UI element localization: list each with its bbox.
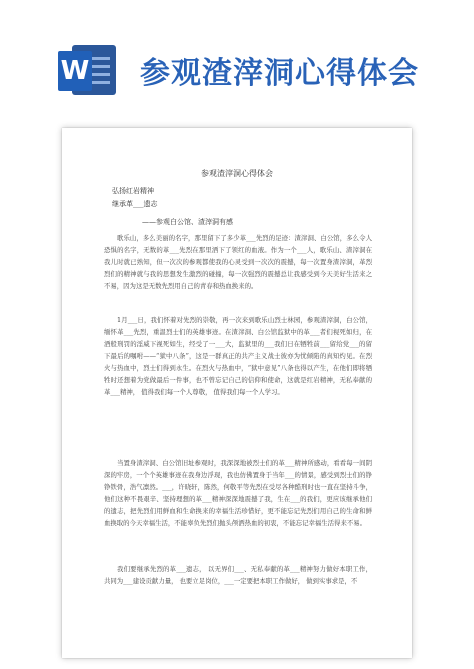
banner-title: 参观渣滓洞心得体会 bbox=[140, 56, 419, 91]
document-title: 参观渣滓洞心得体会 bbox=[201, 169, 273, 178]
paragraph-3: 当置身渣滓洞、白公馆旧址参观时，我深深地被烈士们的革___精神所感动，看看每一间阴深的牢房，一个个英雄事迹在我身边浮现，我也仿佛置身于当年___的情景，感受到烈士们的铮铮铁骨，浩气凛然。___，许晓轩，陈然，何敬平等先烈在受尽各种酷刑时也一直在坚持斗争，他们这种不畏艰辛、坚持理想的革___精神深深地震撼了我，生在___的我们，更应该继承他们的遗志，把先烈们用鲜血和生命换来的幸福生活珍惜好，更不能忘记先烈们用自己的生命和鲜血换取的今天幸福生活，不能辜负先烈们抛头颅洒热血的初衷，不能忘记幸福生活得来不易。 bbox=[104, 459, 372, 527]
word-document-icon bbox=[58, 43, 118, 97]
header-line-2: 继承革___遗志 bbox=[112, 200, 158, 208]
paragraph-2: 1月___日，我们怀着对先烈的崇敬，再一次来到歌乐山烈士林园，参观渣滓洞，白公馆，缅怀革___先烈，重温烈士们的英雄事迹。在渣滓洞、白公馆监狱中的革___者们视死如归，在酒般刑罚的淫威下视死如生，经受了一___大，监狱里的___我们日在牺牲前___留给党___的留下最后的嘱咐——“狱中八条”，这是一群真正的共产主义战士彼亦为忧倾陷的真知灼见。在烈火与热血中，烈士们得到永生。在烈火与热血中，“狱中意见”八条也得以产生，在他们即将牺牲时还想着为党做最后一件事，也不曾忘记自己的信仰和使命，这就是红岩精神，无私奉献的革___精神， 值得我们每一个人尊敬， 值得我们每一个人学习。 bbox=[104, 316, 372, 396]
document-page bbox=[62, 128, 412, 658]
word-icon-letter: W bbox=[58, 51, 92, 91]
paragraph-4: 我们要继承先烈的革___遗志， 以无界们___、无私奉献的革___精神努力做好本职工作， 共同为___建设贡献力量， 也要立足岗位，___一定要把本职工作做好， 做到实事求是，不 bbox=[104, 565, 372, 585]
paragraph-1: 歌乐山，多么美丽的名字，那里留下了多少革___先烈的足迹：渣滓洞、白公馆，多么令人恐惧的名字，无数的革___先烈在那里洒下了领红的血液。作为一个___人，歌乐山、渣滓洞在我儿时就已熟知，但一次次的参观都使我的心灵受到一次次的震撼，每一次置身渣滓洞，革烈烈们的精神就与我的思想发生激烈的碰撞，每一次强烈的震撼总让我感受到今天美好生活来之不易，因为这是无数先烈用自己的青春和热血换来的。 bbox=[104, 234, 372, 290]
document-banner bbox=[0, 0, 474, 116]
header-line-1: 弘扬红岩精神 bbox=[112, 187, 154, 195]
document-subtitle: ——参观白公馆、渣滓洞有感 bbox=[142, 218, 233, 226]
